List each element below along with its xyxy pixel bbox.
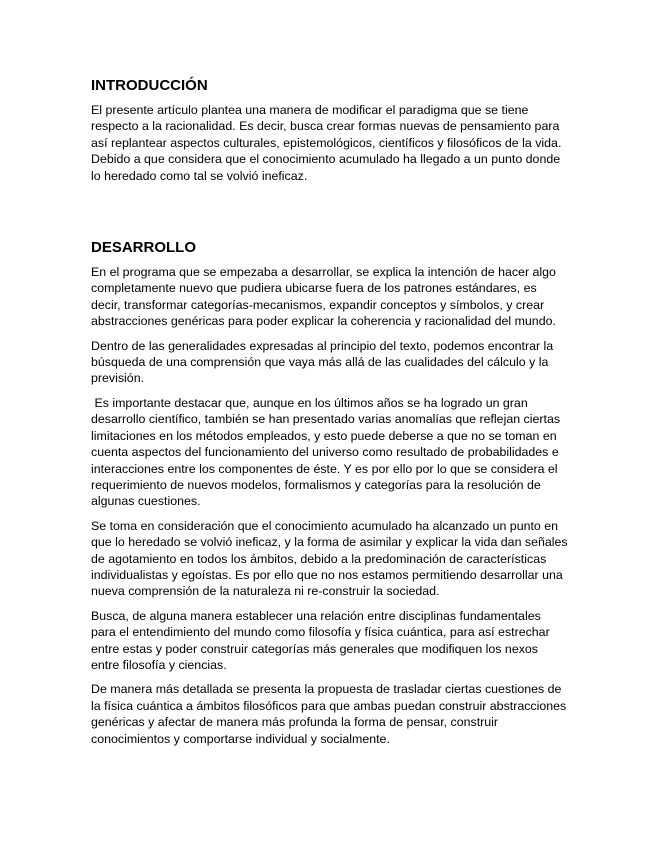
intro-heading: INTRODUCCIÓN (91, 77, 208, 94)
desarrollo-paragraph-4: Se toma en consideración que el conocimiento acumulado ha alcanzado un punto en que lo heredado se volvió ineficaz, y la forma de asimilar y explicar la vida dan señales de agotamiento en todos los ámbitos, debido a la predominación de características individualistas y egoístas. Es por ello que no nos estamos permitiendo desarrollar una nueva comprensión de la naturaleza ni re-construir la sociedad. (91, 518, 568, 599)
desarrollo-paragraph-5: Busca, de alguna manera establecer una relación entre disciplinas fundamentales para el entendimiento del mundo como filosofía y física cuántica, para así estrechar entre estas y poder construir categorías más generales que modifiquen los nexos entre filosofía y ciencias. (91, 608, 550, 672)
intro-section (91, 76, 569, 184)
desarrollo-section (91, 238, 569, 747)
document-page (91, 76, 569, 747)
desarrollo-heading: DESARROLLO (91, 239, 196, 257)
desarrollo-paragraph-3: Es importante destacar que, aunque en los últimos años se ha logrado un gran desarrollo científico, también se han presentado varias anomalías que reflejan ciertas limitaciones en los métodos empleados, y esto puede deberse a que no se toman en cuenta aspectos del funcionamiento del universo como resultado de probabilidades e interacciones entre los componentes de éste. Y es por ello por lo que se considera el requerimiento de nuevos modelos, formalismos y categorías para la resolución de algunas cuestiones. (91, 395, 564, 509)
desarrollo-paragraph-6: De manera más detallada se presenta la propuesta de trasladar ciertas cuestiones de la física cuántica a ámbitos filosóficos para que ambas puedan construir abstracciones genéricas y afectar de manera más profunda la forma de pensar, construir conocimientos y comportarse individual y socialmente. (91, 682, 567, 746)
intro-paragraph: El presente artículo plantea una manera de modificar el paradigma que se tiene respecto a la racionalidad. Es decir, busca crear formas nuevas de pensamiento para así replantear aspectos culturales, epistemológicos, científicos y filosóficos de la vida. Debido a que considera que el conocimiento acumulado ha llegado a un punto donde lo heredado como tal se volvió ineficaz. (91, 103, 562, 183)
desarrollo-paragraph-1: En el programa que se empezaba a desarrollar, se explica la intención de hacer algo completamente nuevo que pudiera ubicarse fuera de los patrones estándares, es decir, transformar categorías-mecanismos, expandir conceptos y símbolos, y crear abstracciones genéricas para poder explicar la coherencia y racionalidad del mundo. (91, 265, 556, 329)
desarrollo-paragraph-2: Dentro de las generalidades expresadas al principio del texto, podemos encontrar la búsqueda de una comprensión que vaya más allá de las cualidades del cálculo y la previsión. (91, 338, 554, 386)
